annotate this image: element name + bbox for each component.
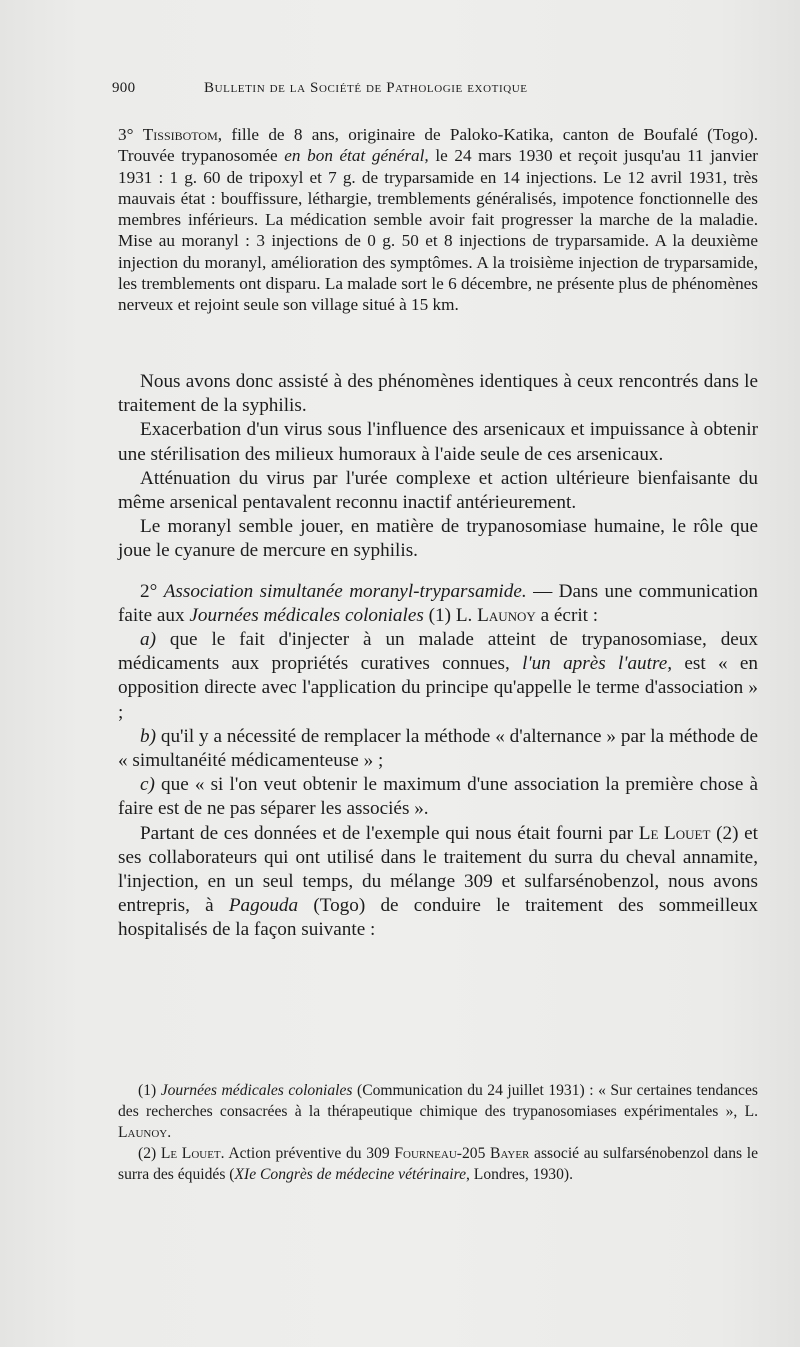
item-a-rest: est « en opposition directe avec l'application du principe qu'appelle le terme d'association » ; <box>118 653 758 723</box>
footnote-2-text: . Action préventive du 309 <box>220 1145 395 1162</box>
final-a: Partant de ces données et de l'exemple qui nous était fourni par <box>140 822 639 844</box>
place-pagouda: Pagouda <box>228 895 299 917</box>
item-c <box>118 773 758 821</box>
final-b: (2) et ses collaborateurs qui ont utilisé dans le traitement du surra du cheval annamite, l'injection, en un seul temps, du mélange 309 et sulfarsénobenzol, nous avons entrepris, à <box>118 822 758 917</box>
paragraph-1: Nous avons donc assisté à des phénomènes identiques à ceux rencontrés dans le traitement de la syphilis. <box>118 371 758 417</box>
footnote-1-title: Journées médicales coloniales <box>160 1082 353 1099</box>
case-report <box>118 124 758 316</box>
footnote-1-end: . <box>167 1124 172 1141</box>
author-le-louet: Le Louet <box>638 822 711 844</box>
journal-title: Journées médicales coloniales <box>189 604 424 626</box>
running-head-title: Bulletin de la Société de Pathologie exotique <box>204 80 528 96</box>
final-c: (Togo) de conduire le traitement des sommeilleux hospitalisés de la façon suivante : <box>118 895 758 941</box>
footnote-2-author: Le Louet <box>160 1145 221 1162</box>
item-a-label: a) <box>140 629 156 651</box>
section-title: Association simultanée moranyl-tryparsamide. <box>163 580 527 602</box>
footnote-2-text2: associé au sulfarsénobenzol dans le surra des équidés ( <box>118 1145 759 1183</box>
item-a-text: que le fait d'injecter à un malade atteint de trypanosomiase, deux médicaments aux propriétés curatives connues, <box>118 629 758 675</box>
footnote-2-number: (2) <box>138 1145 161 1162</box>
section-after-author: a écrit : <box>535 604 599 626</box>
item-c-text: que « si l'on veut obtenir le maximum d'une association la première chose à faire est de ne pas séparer les associés ». <box>118 774 758 820</box>
footnote-1-text: (Communication du 24 juillet 1931) : « Sur certaines tendances des recherches consacrées à la thérapeutique chimique des trypanosomiases expérimentales », <box>118 1082 758 1120</box>
footnote-1-author: L. Launoy <box>118 1103 758 1141</box>
item-b-text: qu'il y a nécessité de remplacer la méthode « d'alternance » par la méthode de « simultanéité médicamenteuse » ; <box>118 725 758 772</box>
case-number: 3° <box>118 125 134 144</box>
section-2-paragraph <box>118 580 758 628</box>
paragraph-2: Exacerbation d'un virus sous l'influence des arsenicaux et impuissance à obtenir une stérilisation des milieux humoraux à l'aide seule de ces arsenicaux. <box>118 419 758 465</box>
section-number: 2° <box>140 580 158 602</box>
footnote-1 <box>118 1080 758 1143</box>
item-c-label: c) <box>140 774 155 796</box>
footnote-2 <box>118 1143 758 1185</box>
page-number: 900 <box>112 80 136 96</box>
main-text <box>118 370 758 943</box>
item-a-italic: l'un après l'autre, <box>522 653 673 675</box>
footnote-2-congress: XIe Congrès de médecine vétérinaire <box>234 1166 466 1183</box>
item-b-label: b) <box>140 725 156 747</box>
item-a <box>118 628 758 725</box>
footnote-ref-1: (1) <box>423 604 456 626</box>
author-launoy: L. Launoy <box>455 604 536 626</box>
final-paragraph <box>118 822 758 943</box>
paragraph-4: Le moranyl semble jouer, en matière de trypanosomiase humaine, le rôle que joue le cyanure de mercure en syphilis. <box>118 516 758 562</box>
case-italic: en bon état général, <box>284 146 429 166</box>
patient-name: Tissibotom <box>142 125 218 144</box>
footnote-1-number: (1) <box>138 1082 161 1099</box>
case-rest: le 24 mars 1930 et reçoit jusqu'au 11 janvier 1931 : 1 g. 60 de tripoxyl et 7 g. de tryparsamide en 14 injections. Le 12 avril 1931, très mauvais état : bouffissure, léthargie, tremblements généralisés, impotence fonctionnelle des membres inférieurs. La médication semble avoir fait progresser la marche de la maladie. Mise au moranyl : 3 injections de 0 g. 50 et 8 injections de tryparsamide. A la deuxième injection du moranyl, amélioration des symptômes. A la troisième injection de tryparsamide, les tremblements ont disparu. La malade sort le 6 décembre, ne présente plus de phénomènes nerveux et rejoint seule son village situé à 15 km. <box>118 146 758 315</box>
item-b <box>118 725 758 773</box>
footnote-2-end: , Londres, 1930). <box>466 1166 573 1183</box>
section-intro: — Dans une communication faite aux <box>118 580 759 626</box>
paragraph-3: Atténuation du virus par l'urée complexe et action ultérieure bienfaisante du même arsenical pentavalent reconnu inactif antérieurement. <box>118 467 758 514</box>
footnote-2-fourneau: Fourneau-205 Bayer <box>394 1145 530 1162</box>
footnotes <box>118 1080 758 1185</box>
case-text: , fille de 8 ans, originaire de Paloko-Katika, canton de Boufalé (Togo). Trouvée trypanosomée <box>118 125 758 166</box>
